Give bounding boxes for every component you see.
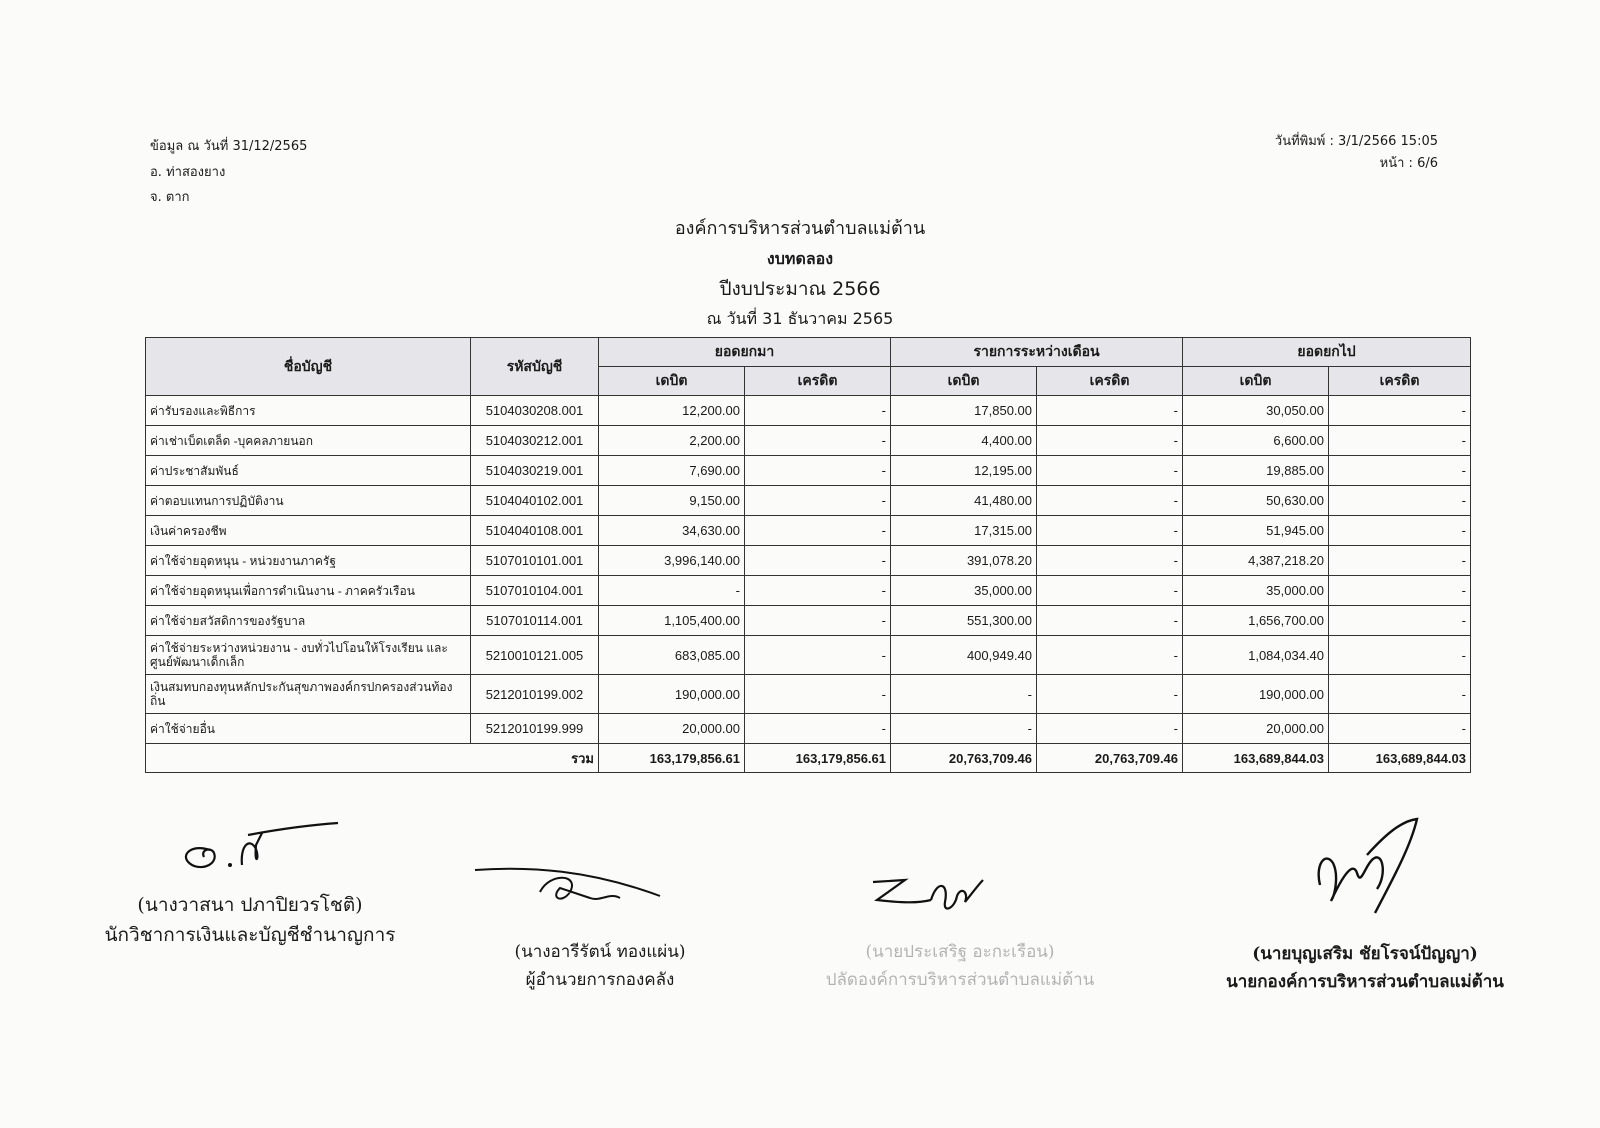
table-row [146, 396, 1471, 426]
account-code: 5210010121.005 [471, 636, 599, 675]
col-cf-credit: เครดิต [1329, 367, 1471, 396]
account-name: ค่าใช้จ่ายอื่น [146, 714, 471, 744]
total-m-debit: 20,763,709.46 [891, 744, 1037, 773]
table-row [146, 576, 1471, 606]
print-date: วันที่พิมพ์ : 3/1/2566 15:05 [1274, 134, 1438, 149]
table-row [146, 636, 1471, 675]
m-credit: - [1037, 636, 1183, 675]
signature-accountant [100, 890, 400, 950]
total-label: รวม [146, 744, 599, 773]
cf-debit: 1,656,700.00 [1183, 606, 1329, 636]
signature-chief-administrator [800, 938, 1120, 994]
col-bf-credit: เครดิต [745, 367, 891, 396]
bf-debit: 7,690.00 [599, 456, 745, 486]
account-name: ค่าตอบแทนการปฏิบัติงาน [146, 486, 471, 516]
col-m-debit: เดบิต [891, 367, 1037, 396]
m-credit: - [1037, 675, 1183, 714]
signature-mark-2 [470, 862, 670, 912]
m-credit: - [1037, 456, 1183, 486]
col-account-code: รหัสบัญชี [471, 338, 599, 396]
account-code: 5107010101.001 [471, 546, 599, 576]
report-titles [0, 214, 1600, 334]
bf-debit: 9,150.00 [599, 486, 745, 516]
account-name: ค่าประชาสัมพันธ์ [146, 456, 471, 486]
bf-debit: - [599, 576, 745, 606]
total-m-credit: 20,763,709.46 [1037, 744, 1183, 773]
account-code: 5104040108.001 [471, 516, 599, 546]
table-row [146, 546, 1471, 576]
cf-credit: - [1329, 546, 1471, 576]
table-row [146, 606, 1471, 636]
district: อ. ท่าสองยาง [150, 165, 226, 180]
bf-debit: 3,996,140.00 [599, 546, 745, 576]
bf-debit: 1,105,400.00 [599, 606, 745, 636]
m-debit: - [891, 675, 1037, 714]
bf-debit: 34,630.00 [599, 516, 745, 546]
m-debit: 400,949.40 [891, 636, 1037, 675]
bf-debit: 2,200.00 [599, 426, 745, 456]
bf-debit: 683,085.00 [599, 636, 745, 675]
account-name: เงินสมทบกองทุนหลักประกันสุขภาพองค์กรปกครองส่วนท้องถิ่น [146, 675, 471, 714]
cf-credit: - [1329, 396, 1471, 426]
org-name: องค์การบริหารส่วนตำบลแม่ต้าน [674, 218, 926, 239]
cf-debit: 1,084,034.40 [1183, 636, 1329, 675]
m-debit: 17,850.00 [891, 396, 1037, 426]
signer-name: (นางอารีรัตน์ ทองแผ่น) [514, 942, 686, 962]
cf-credit: - [1329, 486, 1471, 516]
province: จ. ตาก [150, 190, 190, 205]
account-name: ค่าใช้จ่ายสวัสดิการของรัฐบาล [146, 606, 471, 636]
col-cf-debit: เดบิต [1183, 367, 1329, 396]
m-credit: - [1037, 546, 1183, 576]
table-row [146, 675, 1471, 714]
cf-credit: - [1329, 576, 1471, 606]
table-row [146, 486, 1471, 516]
m-credit: - [1037, 606, 1183, 636]
cf-credit: - [1329, 456, 1471, 486]
page-number: หน้า : 6/6 [1379, 156, 1438, 171]
account-name: ค่าเช่าเบ็ดเตล็ด -บุคคลภายนอก [146, 426, 471, 456]
m-debit: 35,000.00 [891, 576, 1037, 606]
signature-finance-director [470, 938, 730, 994]
m-credit: - [1037, 576, 1183, 606]
signer-name: (นายประเสริฐ อะกะเรือน) [865, 942, 1055, 962]
bf-credit: - [745, 546, 891, 576]
m-debit: 41,480.00 [891, 486, 1037, 516]
account-code: 5104040102.001 [471, 486, 599, 516]
m-debit: 4,400.00 [891, 426, 1037, 456]
signer-position: ผู้อำนวยการกองคลัง [525, 970, 675, 990]
cf-debit: 190,000.00 [1183, 675, 1329, 714]
total-row [146, 744, 1471, 773]
col-during-month: รายการระหว่างเดือน [891, 338, 1183, 367]
fiscal-year: ปีงบประมาณ 2566 [719, 278, 881, 300]
col-brought-forward: ยอดยกมา [599, 338, 891, 367]
cf-credit: - [1329, 714, 1471, 744]
cf-credit: - [1329, 426, 1471, 456]
total-cf-debit: 163,689,844.03 [1183, 744, 1329, 773]
bf-credit: - [745, 576, 891, 606]
bf-credit: - [745, 606, 891, 636]
col-account-name: ชื่อบัญชี [146, 338, 471, 396]
cf-credit: - [1329, 675, 1471, 714]
table-row [146, 456, 1471, 486]
signer-position: นักวิชาการเงินและบัญชีชำนาญการ [104, 924, 396, 946]
bf-credit: - [745, 675, 891, 714]
bf-credit: - [745, 456, 891, 486]
bf-credit: - [745, 486, 891, 516]
m-debit: 17,315.00 [891, 516, 1037, 546]
cf-debit: 35,000.00 [1183, 576, 1329, 606]
cf-debit: 4,387,218.20 [1183, 546, 1329, 576]
bf-credit: - [745, 714, 891, 744]
total-bf-debit: 163,179,856.61 [599, 744, 745, 773]
report-title: งบทดลอง [766, 249, 834, 268]
header-row-1 [146, 338, 1471, 367]
m-credit: - [1037, 486, 1183, 516]
account-code: 5212010199.999 [471, 714, 599, 744]
col-carried-forward: ยอดยกไป [1183, 338, 1471, 367]
account-code: 5212010199.002 [471, 675, 599, 714]
cf-debit: 51,945.00 [1183, 516, 1329, 546]
account-name: ค่าใช้จ่ายอุดหนุนเพื่อการดำเนินงาน - ภาคครัวเรือน [146, 576, 471, 606]
account-name: ค่าใช้จ่ายระหว่างหน่วยงาน - งบทั่วไปโอนให้โรงเรียน และศูนย์พัฒนาเด็กเล็ก [146, 636, 471, 675]
bf-debit: 190,000.00 [599, 675, 745, 714]
col-bf-debit: เดบิต [599, 367, 745, 396]
m-debit: 551,300.00 [891, 606, 1037, 636]
signer-name: (นางวาสนา ปภาปิยวรโชติ) [137, 894, 363, 916]
account-name: ค่าใช้จ่ายอุดหนุน - หน่วยงานภาครัฐ [146, 546, 471, 576]
signature-mayor [1205, 940, 1525, 996]
table-row [146, 516, 1471, 546]
data-as-of: ข้อมูล ณ วันที่ 31/12/2565 [150, 139, 308, 154]
account-code: 5107010104.001 [471, 576, 599, 606]
m-debit: 12,195.00 [891, 456, 1037, 486]
bf-credit: - [745, 396, 891, 426]
signature-mark-1 [170, 815, 370, 885]
m-debit: - [891, 714, 1037, 744]
m-credit: - [1037, 516, 1183, 546]
m-credit: - [1037, 396, 1183, 426]
bf-credit: - [745, 516, 891, 546]
account-name: ค่ารับรองและพิธีการ [146, 396, 471, 426]
cf-debit: 6,600.00 [1183, 426, 1329, 456]
account-code: 5104030219.001 [471, 456, 599, 486]
cf-debit: 50,630.00 [1183, 486, 1329, 516]
cf-debit: 30,050.00 [1183, 396, 1329, 426]
trial-balance-table [145, 337, 1471, 773]
cf-credit: - [1329, 516, 1471, 546]
table-row [146, 714, 1471, 744]
col-m-credit: เครดิต [1037, 367, 1183, 396]
cf-credit: - [1329, 636, 1471, 675]
bf-debit: 12,200.00 [599, 396, 745, 426]
bf-credit: - [745, 426, 891, 456]
signature-mark-4 [1305, 815, 1445, 930]
total-cf-credit: 163,689,844.03 [1329, 744, 1471, 773]
account-code: 5107010114.001 [471, 606, 599, 636]
m-credit: - [1037, 426, 1183, 456]
cf-debit: 20,000.00 [1183, 714, 1329, 744]
m-credit: - [1037, 714, 1183, 744]
bf-debit: 20,000.00 [599, 714, 745, 744]
as-of-date: ณ วันที่ 31 ธันวาคม 2565 [706, 309, 894, 328]
total-bf-credit: 163,179,856.61 [745, 744, 891, 773]
cf-debit: 19,885.00 [1183, 456, 1329, 486]
cf-credit: - [1329, 606, 1471, 636]
account-name: เงินค่าครองชีพ [146, 516, 471, 546]
account-code: 5104030208.001 [471, 396, 599, 426]
signer-position: นายกองค์การบริหารส่วนตำบลแม่ต้าน [1226, 972, 1504, 992]
signer-name: (นายบุญเสริม ชัยโรจน์ปัญญา) [1252, 944, 1478, 964]
signature-mark-3 [865, 872, 995, 922]
account-code: 5104030212.001 [471, 426, 599, 456]
bf-credit: - [745, 636, 891, 675]
signer-position: ปลัดองค์การบริหารส่วนตำบลแม่ต้าน [825, 970, 1095, 990]
table-row [146, 426, 1471, 456]
m-debit: 391,078.20 [891, 546, 1037, 576]
